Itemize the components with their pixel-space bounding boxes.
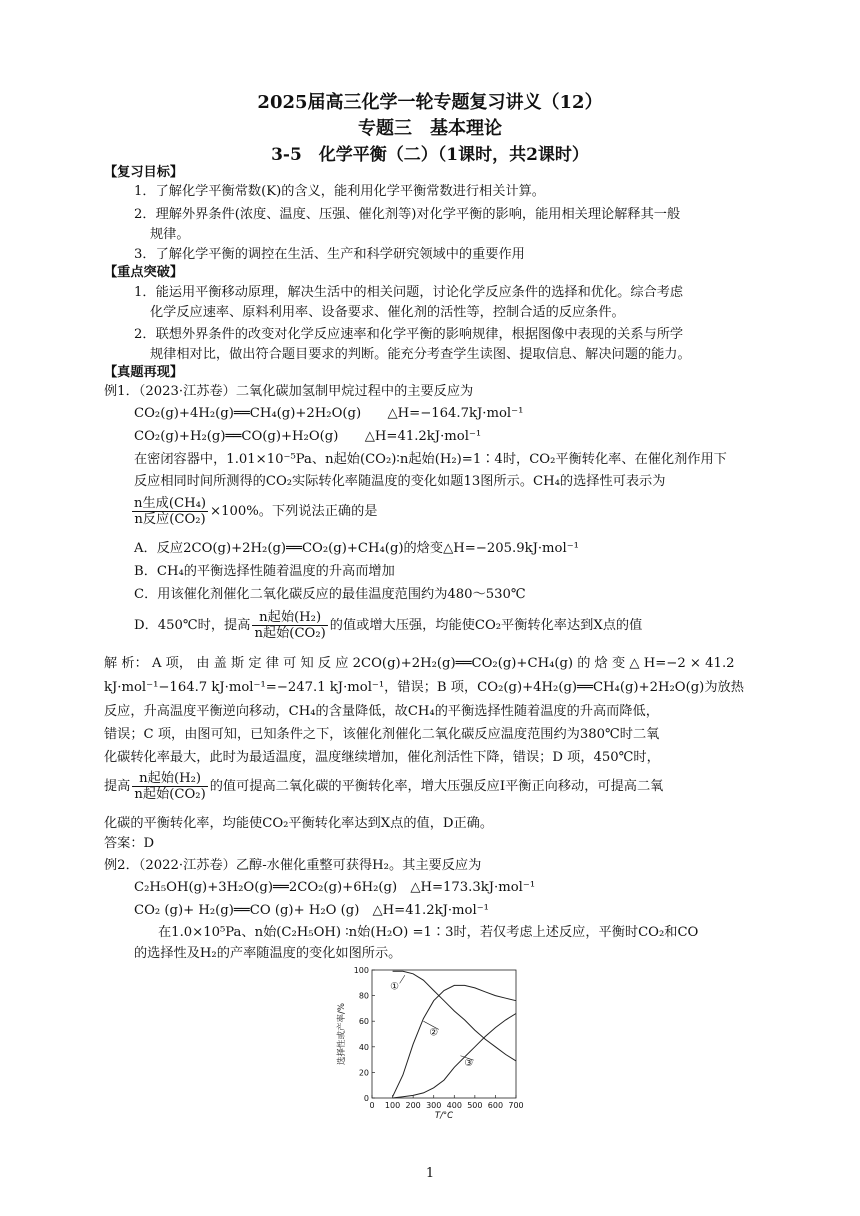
selectivity-formula [130, 496, 378, 527]
x-tick-label: 100 [384, 1101, 401, 1110]
analysis-line: 化碳转化率最大，此时为最适温度，温度继续增加，催化剂活性下降，错误；D 项，450℃时， [104, 750, 660, 765]
series-line-1 [393, 971, 516, 1061]
x-tick-label: 600 [487, 1101, 504, 1110]
y-tick-label: 0 [363, 1094, 369, 1103]
example2-reaction1: C₂H₅OH(g)+3H₂O(g)══2CO₂(g)+6H₂(g) △H=173.3kJ·mol⁻¹ [134, 880, 536, 895]
example1-condition: 在密闭容器中，1.01×10⁻⁵Pa、n起始(CO₂)∶n起始(H₂)=1∶4时，CO₂平衡转化率、在催化剂作用下 [134, 452, 727, 467]
page-number: 1 [425, 1166, 435, 1181]
option-b: B．CH₄的平衡选择性随着温度的升高而增加 [134, 564, 395, 579]
example2-intro: 例2．（2022·江苏卷）乙醇-水催化重整可获得H₂。其主要反应为 [104, 858, 482, 873]
y-tick-label: 20 [358, 1068, 369, 1078]
goal-item: 3．了解化学平衡的调控在生活、生产和科学研究领域中的重要作用 [134, 247, 525, 262]
analysis-line: 反应，升高温度平衡逆向移动，CH₄的含量降低，故CH₄的平衡选择性随着温度的升高而降低， [104, 704, 659, 719]
goal-item: 规律。 [150, 227, 190, 242]
option-c: C．用该催化剂催化二氧化碳反应的最佳温度范围约为480～530℃ [134, 587, 526, 602]
section-title: 3-5 化学平衡（二）（1课时，共2课时） [271, 145, 589, 165]
option-d-prefix: D．450℃时，提高 [134, 618, 251, 633]
example2-condition: 在1.0×10⁵Pa、n始(C₂H₅OH) ∶n始(H₂O) =1∶3时，若仅考虑上述反应，平衡时CO₂和CO [158, 925, 699, 940]
goal-item: 2．理解外界条件(浓度、温度、压强、催化剂等)对化学平衡的影响，能用相关理论解释其一般 [134, 207, 681, 222]
option-d [134, 610, 642, 641]
fraction-denominator: n起始(CO₂) [254, 626, 326, 641]
fraction-numerator: n生成(CH₄) [134, 496, 207, 511]
keypoint-item: 化学反应速率、原料利用率、设备要求、催化剂的活性等，控制合适的反应条件。 [150, 305, 625, 320]
analysis-line: kJ·mol⁻¹−164.7 kJ·mol⁻¹=−247.1 kJ·mol⁻¹，错误；B 项，CO₂(g)+4H₂(g)══CH₄(g)+2H₂O(g)为放热 [104, 680, 744, 695]
selectivity-yield-chart [334, 958, 534, 1120]
analysis-prefix: 提高 [104, 779, 131, 794]
fraction-numerator: n起始(H₂) [252, 610, 327, 626]
keypoint-item: 1．能运用平衡移动原理，解决生活中的相关问题，讨论化学反应条件的选择和优化。综合考虑 [134, 285, 684, 300]
analysis-line: 解 析： A 项， 由 盖 斯 定 律 可 知 反 应 2CO(g)+2H₂(g)══CO₂(g)+CH₄(g) 的 焓 变 △ H=−2 × 41.2 [104, 656, 735, 671]
series-leader-1 [400, 975, 405, 983]
series-label-3: ③ [464, 1058, 474, 1070]
goal-item: 1．了解化学平衡常数(K)的含义，能利用化学平衡常数进行相关计算。 [134, 184, 545, 199]
x-tick-label: 400 [446, 1101, 462, 1110]
series-label-2: ② [429, 1027, 439, 1039]
selectivity-fraction [132, 496, 208, 527]
example1-reaction1: CO₂(g)+4H₂(g)══CH₄(g)+2H₂O(g) △H=−164.7kJ·mol⁻¹ [134, 406, 524, 421]
y-tick-label: 40 [358, 1042, 369, 1052]
x-tick-label: 0 [369, 1101, 375, 1110]
example2-condition: 的选择性及H₂的产率随温度的变化如图所示。 [134, 946, 402, 961]
answer: 答案：D [104, 836, 155, 851]
y-tick-label: 60 [358, 1017, 369, 1027]
example1-intro: 例1．（2023·江苏卷）二氧化碳加氢制甲烷过程中的主要反应为 [104, 384, 474, 399]
ratio-fraction [132, 771, 207, 802]
keypoint-item: 2．联想外界条件的改变对化学反应速率和化学平衡的影响规律，根据图像中表现的关系与所学 [134, 327, 684, 342]
analysis-line [104, 771, 663, 802]
y-tick-label: 80 [358, 991, 369, 1001]
analysis-tail: 的值可提高二氧化碳的平衡转化率，增大压强反应I平衡正向移动，可提高二氧 [209, 779, 664, 794]
fraction-denominator: n反应(CO₂) [134, 512, 206, 527]
analysis-line: 错误；C 项，由图可知，已知条件之下，该催化剂催化二氧化碳反应温度范围约为380℃时二氧 [104, 727, 660, 742]
document-title: 2025届高三化学一轮专题复习讲义（12） [257, 92, 603, 113]
series-label-1: ① [390, 981, 400, 993]
ratio-fraction [252, 610, 327, 641]
keypoint-item: 规律相对比，做出符合题目要求的判断。能充分考查学生读图、提取信息、解决问题的能力。 [150, 347, 691, 362]
example1-condition: 反应相同时间所测得的CO₂实际转化率随温度的变化如题13图所示。CH₄的选择性可表示为 [134, 474, 666, 489]
series-line-3 [393, 1014, 516, 1099]
y-tick-label: 100 [353, 966, 369, 975]
analysis-line: 化碳的平衡转化率，均能使CO₂平衡转化率达到X点的值，D正确。 [104, 816, 494, 831]
document-subtitle: 专题三 基本理论 [358, 118, 502, 139]
goals-heading: 【复习目标】 [104, 165, 184, 180]
exam-heading: 【真题再现】 [104, 365, 184, 380]
x-tick-label: 200 [405, 1101, 421, 1110]
x-tick-label: 300 [426, 1101, 442, 1110]
x-tick-label: 700 [508, 1101, 524, 1110]
x-tick-label: 500 [467, 1101, 483, 1110]
fraction-denominator: n起始(CO₂) [134, 787, 206, 802]
example1-reaction2: CO₂(g)+H₂(g)══CO(g)+H₂O(g) △H=41.2kJ·mol⁻¹ [134, 429, 482, 444]
x-axis-label: T/°C [434, 1111, 454, 1120]
keypoints-heading: 【重点突破】 [104, 265, 184, 280]
y-axis-label: 选择性或产率/% [337, 1003, 347, 1065]
option-d-tail: 的值或增大压强，均能使CO₂平衡转化率达到X点的值 [329, 618, 643, 633]
fraction-numerator: n起始(H₂) [132, 771, 207, 787]
series-line-2 [393, 985, 516, 1096]
selectivity-tail: ×100%。下列说法正确的是 [210, 504, 378, 519]
example2-reaction2: CO₂ (g)+ H₂(g)══CO (g)+ H₂O (g) △H=41.2kJ·mol⁻¹ [134, 903, 489, 918]
option-a: A．反应2CO(g)+2H₂(g)══CO₂(g)+CH₄(g)的焓变△H=−205.9kJ·mol⁻¹ [134, 541, 579, 556]
